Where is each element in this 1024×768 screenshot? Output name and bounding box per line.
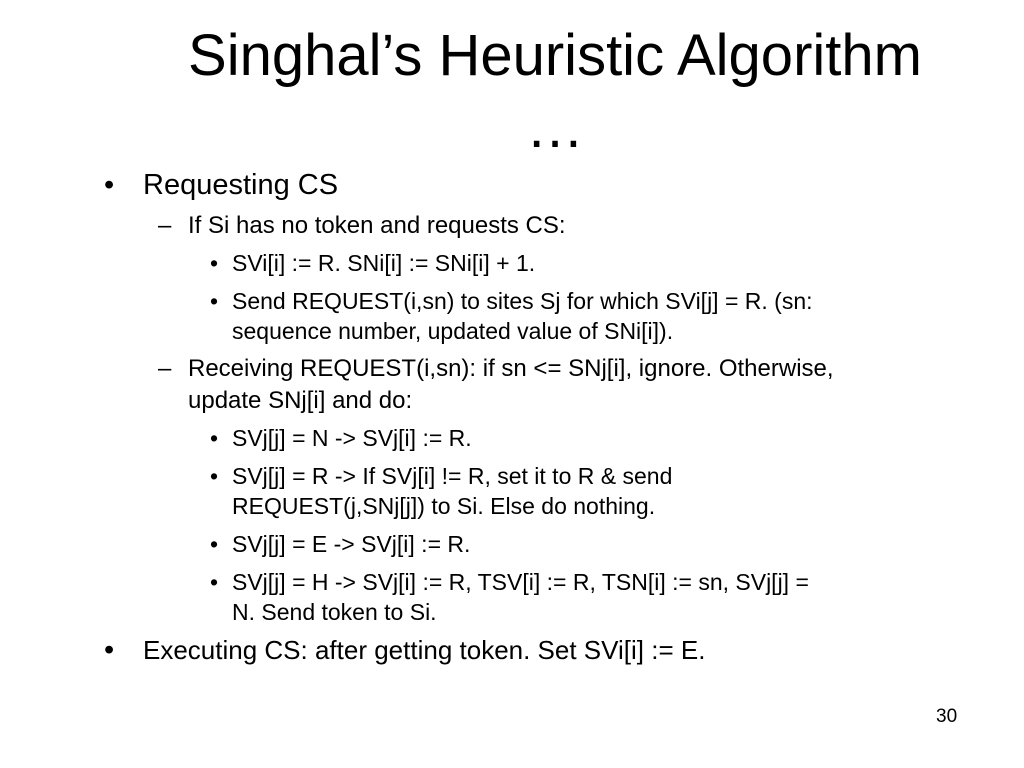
bullet-marker: • <box>210 425 219 451</box>
title-line-2: … <box>526 95 584 160</box>
bullet-marker: • <box>210 250 219 276</box>
slide-number: 30 <box>936 706 958 727</box>
bullet-marker: • <box>210 531 219 557</box>
slide-title <box>100 20 1010 164</box>
title-line-1: Singhal’s Heuristic Algorithm <box>188 23 922 88</box>
bullet-marker: • <box>210 569 219 595</box>
bullet-marker: • <box>210 288 219 314</box>
subitem-no-token: If Si has no token and requests CS: <box>188 212 566 239</box>
subsubitem-case-h-line-1: SVj[j] = H -> SVj[i] := R, TSV[i] := R, TSN[i] := sn, SVj[j] = <box>232 569 809 595</box>
subsubitem-send-request-line-2: sequence number, updated value of SNi[i]). <box>232 318 674 344</box>
bullet-marker: • <box>210 463 219 489</box>
bullet-requesting-cs: Requesting CS <box>143 169 339 201</box>
subsubitem-svi-set: SVi[i] := R. SNi[i] := SNi[i] + 1. <box>232 250 536 276</box>
bullet-marker: • <box>104 169 115 201</box>
subsubitem-case-r-line-2: REQUEST(j,SNj[j]) to Si. Else do nothing. <box>232 493 656 519</box>
subsubitem-send-request-line-1: Send REQUEST(i,sn) to sites Sj for which SVi[j] = R. (sn: <box>232 288 813 314</box>
subitem-receiving-line-2: update SNj[i] and do: <box>188 387 413 414</box>
bullet-executing-cs: Executing CS: after getting token. Set SVi[i] := E. <box>143 635 706 665</box>
subsubitem-case-h-line-2: N. Send token to Si. <box>232 599 437 625</box>
subsubitem-case-r-line-1: SVj[j] = R -> If SVj[i] != R, set it to R & send <box>232 463 673 489</box>
subsubitem-case-e: SVj[j] = E -> SVj[i] := R. <box>232 531 471 557</box>
subitem-receiving-line-1: Receiving REQUEST(i,sn): if sn <= SNj[i], ignore. Otherwise, <box>188 355 834 382</box>
dash-marker: – <box>158 212 172 239</box>
subsubitem-case-n: SVj[j] = N -> SVj[i] := R. <box>232 425 472 451</box>
bullet-marker: • <box>104 634 115 666</box>
dash-marker: – <box>158 355 172 382</box>
